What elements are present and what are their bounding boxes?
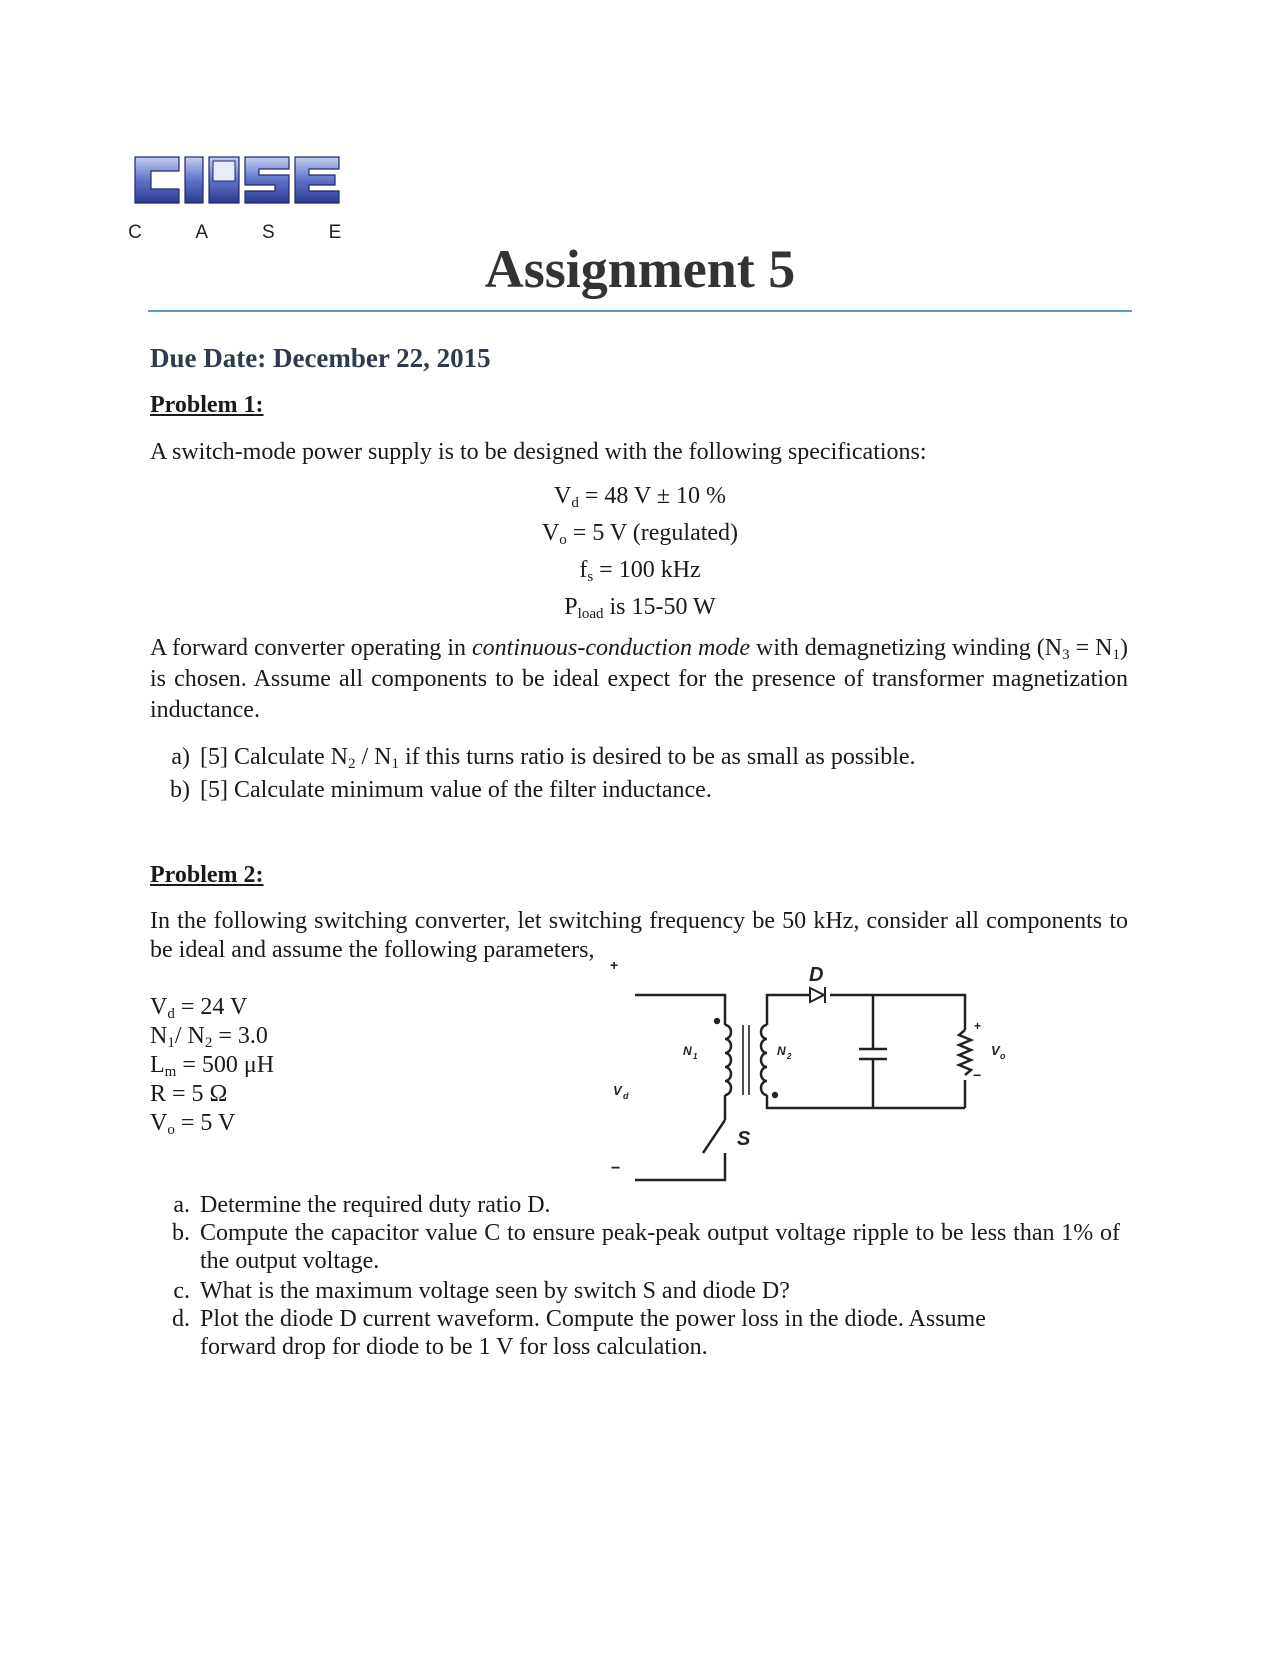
spec-line: $V_d = 48$ V ± 10 % <box>553 483 726 511</box>
logo-letter: A <box>195 222 208 243</box>
spec-line: $P_{load}$ is 15-50 W <box>564 594 716 622</box>
parameter: $V_d = 24$ V <box>150 994 248 1022</box>
flyback-circuit-diagram <box>610 955 1065 1200</box>
parameter: R = 5 Ω <box>150 1081 228 1107</box>
title-divider <box>148 310 1132 312</box>
list-item: a) [5] Calculate $N_2 / N_1$ if this turns ratio is desired to be as small as possible. <box>171 744 916 772</box>
input-plus: + <box>610 957 619 973</box>
n1-label: N <box>683 1044 692 1058</box>
output-plus: + <box>974 1019 982 1033</box>
logo-letter: E <box>328 222 342 243</box>
parameter: $V_o = 5$ V <box>150 1110 236 1138</box>
problem-2-intro: In the following switching converter, let switching frequency be 50 kHz, consider all components to be ideal and assume the following parameters, <box>150 908 1128 963</box>
list-item: a. Determine the required duty ratio D. <box>173 1192 551 1218</box>
n2-sub: 2 <box>787 1052 792 1061</box>
problem-1-heading: Problem 1: <box>150 392 264 418</box>
n2-label: N <box>777 1044 786 1058</box>
input-minus: − <box>611 1160 621 1177</box>
parameter: $N_1/$ $N_2 = 3.0$ <box>150 1023 268 1051</box>
parameter: $L_m = 500$ μH <box>150 1052 275 1080</box>
n1-sub: 1 <box>693 1052 698 1061</box>
vo-label: V <box>991 1043 1000 1058</box>
list-item: c. What is the maximum voltage seen by switch S and diode D? <box>173 1278 790 1304</box>
list-item: d. Plot the diode D current waveform. Compute the power loss in the diode. Assume forward drop for diode to be 1 V for loss calculation. <box>172 1306 986 1360</box>
problem-1-body: A forward converter operating in continuous-conduction mode with demagnetizing winding $(N_3 = N_1)$ is chosen. Assume all components to be ideal expect for the presence of transformer magnetization inductance. <box>150 635 1128 723</box>
parameter-list <box>150 993 274 1138</box>
logo-letter: S <box>261 222 275 243</box>
logo-letter: C <box>128 222 142 243</box>
problem-2-heading: Problem 2: <box>150 862 264 888</box>
page-title: Assignment 5 <box>484 239 796 299</box>
output-minus: − <box>973 1067 982 1083</box>
vd-label: V <box>613 1083 622 1098</box>
spec-line: $V_o = 5$ V (regulated) <box>541 520 739 548</box>
vd-sub: d <box>623 1091 629 1101</box>
diode-label: D <box>809 964 824 986</box>
vo-sub: o <box>1000 1051 1006 1061</box>
list-item: b) [5] Calculate minimum value of the filter inductance. <box>170 777 712 803</box>
problem-1-intro: A switch-mode power supply is to be designed with the following specifications: <box>150 439 927 465</box>
list-item: b. Compute the capacitor value C to ensure peak-peak output voltage ripple to be less than 1% of the output voltage. <box>172 1220 1120 1274</box>
spec-line: $f_s = 100$ kHz <box>579 557 701 585</box>
switch-label: S <box>737 1128 751 1150</box>
due-date: Due Date: December 22, 2015 <box>150 343 491 373</box>
